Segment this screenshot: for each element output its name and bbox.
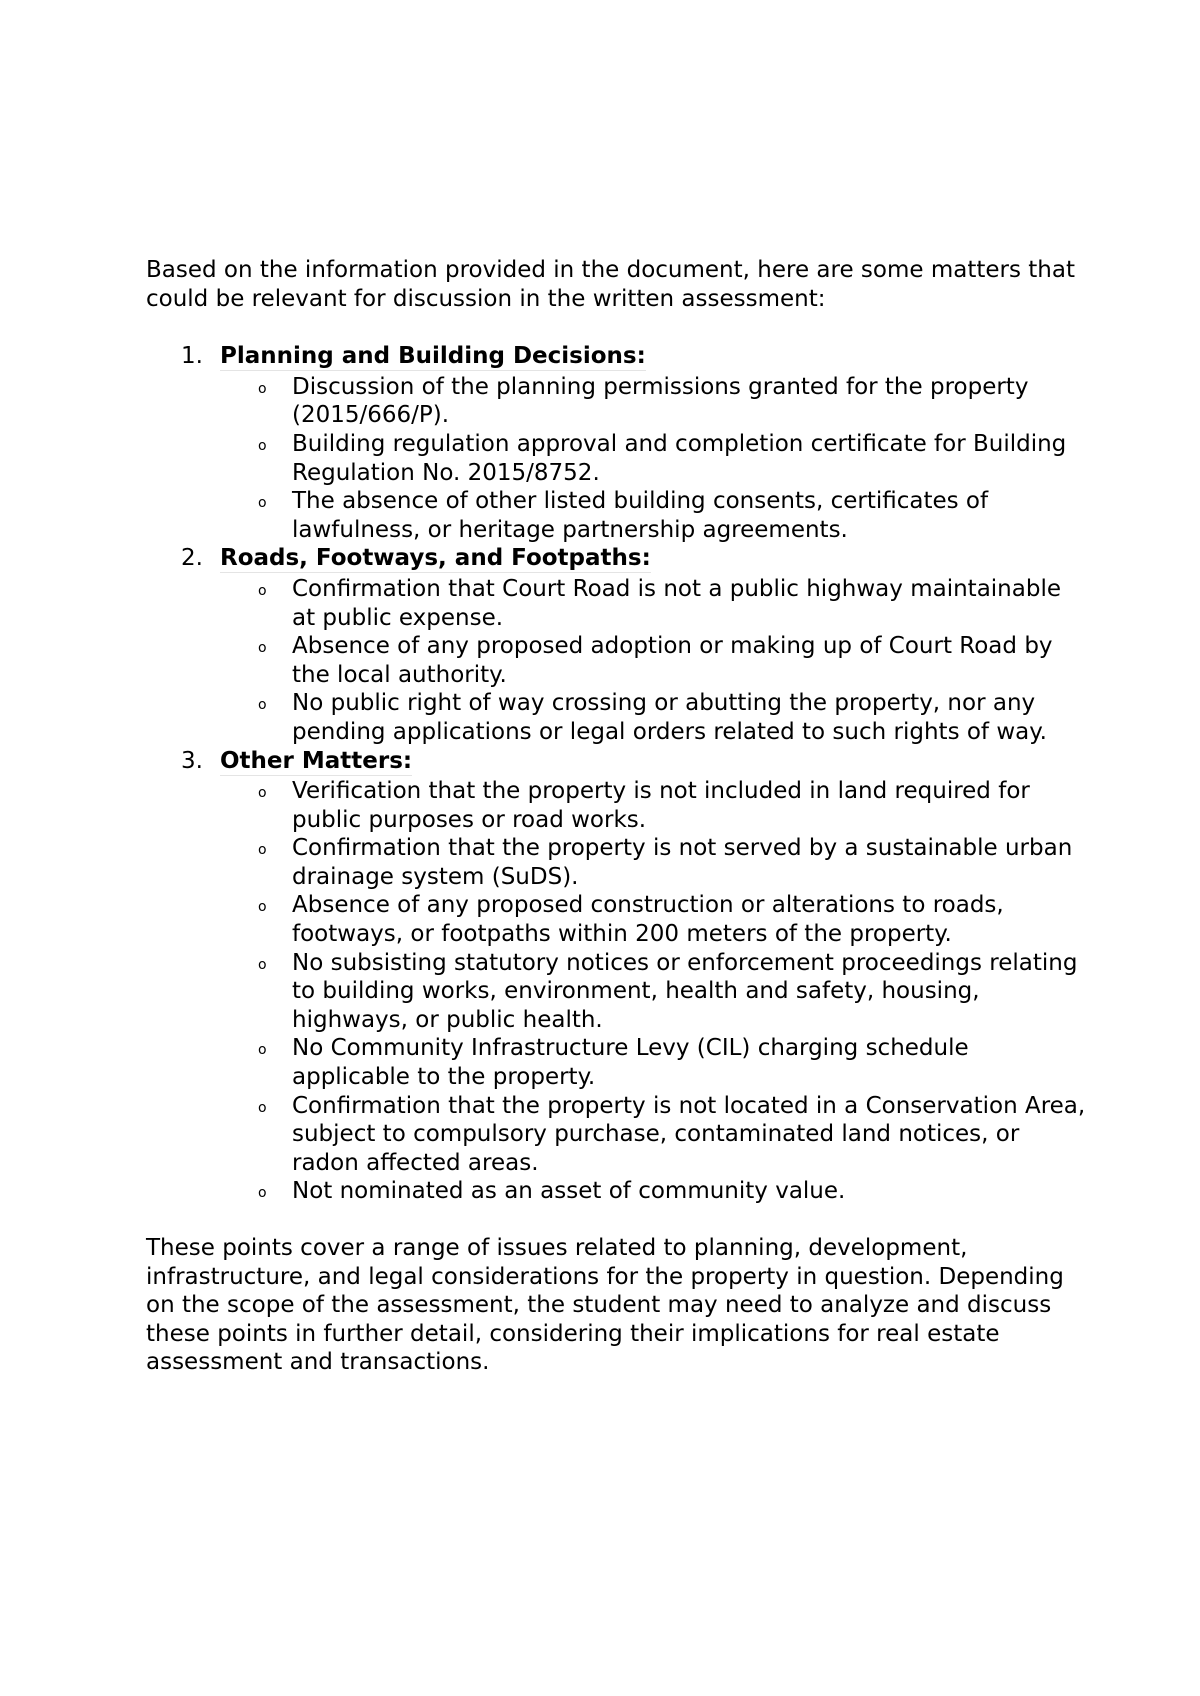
list-item <box>220 689 1086 746</box>
bullet-icon: o <box>258 1099 267 1116</box>
list-item <box>220 632 1086 689</box>
list-item-text: Not nominated as an asset of community value. <box>292 1178 846 1205</box>
list-item-text: Verification that the property is not included in land required for public purposes or road works. <box>292 778 1030 833</box>
section-planning-building <box>146 342 1086 544</box>
list-item-text: Confirmation that Court Road is not a public highway maintainable at public expense. <box>292 575 1061 631</box>
conclusion-paragraph: These points cover a range of issues related to planning, development, infrastructure, and legal considerations for the property in question. Depending on the scope of the assessment, the student may need to analyze and discuss these points in further detail, considering their implications for real estate assessment and transactions. <box>146 1235 1064 1376</box>
bullet-icon: o <box>258 1185 267 1202</box>
bullet-icon: o <box>258 697 267 714</box>
list-item-text: Absence of any proposed construction or alterations to roads, footways, or footpaths within 200 meters of the property. <box>292 892 1004 948</box>
list-item-text: No subsisting statutory notices or enforcement proceedings relating to building works, environment, health and safety, housing, highways, or public health. <box>292 949 1078 1033</box>
bullet-list <box>220 373 1086 545</box>
list-item <box>220 777 1086 834</box>
list-item <box>220 891 1086 948</box>
bullet-icon: o <box>258 785 267 802</box>
list-item <box>220 430 1086 487</box>
bullet-icon: o <box>258 640 267 657</box>
bullet-icon: o <box>258 495 267 512</box>
section-number: 2. <box>181 545 203 572</box>
list-item <box>220 949 1086 1035</box>
section-other-matters <box>146 747 1086 1207</box>
bullet-icon: o <box>258 1042 267 1059</box>
intro-paragraph: Based on the information provided in the document, here are some matters that could be relevant for discussion in the written assessment: <box>146 257 1075 312</box>
list-item-text: Confirmation that the property is not located in a Conservation Area, subject to compulsory purchase, contaminated land notices, or radon affected areas. <box>292 1092 1086 1176</box>
document-page <box>146 256 1086 1377</box>
bullet-icon: o <box>258 437 267 454</box>
bullet-list <box>220 575 1086 747</box>
list-item <box>220 373 1086 430</box>
bullet-icon: o <box>258 582 267 599</box>
section-number: 3. <box>181 747 203 774</box>
section-heading: Planning and Building Decisions: <box>220 343 646 370</box>
list-item-text: Absence of any proposed adoption or making up of Court Road by the local authority. <box>292 633 1053 688</box>
list-item-text: Confirmation that the property is not served by a sustainable urban drainage system (SuDS). <box>292 835 1073 890</box>
section-roads-footways <box>146 544 1086 746</box>
list-item-text: Discussion of the planning permissions granted for the property (2015/666/P). <box>292 373 1029 429</box>
list-item <box>220 1177 1086 1206</box>
list-item-text: Building regulation approval and completion certificate for Building Regulation No. 2015/8752. <box>292 430 1067 486</box>
bullet-icon: o <box>258 380 267 397</box>
section-heading: Roads, Footways, and Footpaths: <box>220 545 651 572</box>
matters-list <box>146 342 1086 1206</box>
list-item <box>220 1034 1086 1091</box>
bullet-list <box>220 777 1086 1206</box>
list-item-text: No Community Infrastructure Levy (CIL) charging schedule applicable to the property. <box>292 1035 969 1091</box>
list-item <box>220 575 1086 632</box>
bullet-icon: o <box>258 842 267 859</box>
bullet-icon: o <box>258 899 267 916</box>
list-item <box>220 834 1086 891</box>
section-number: 1. <box>181 343 203 370</box>
section-heading: Other Matters: <box>220 747 413 774</box>
list-item-text: No public right of way crossing or abutting the property, nor any pending applications or legal orders related to such rights of way. <box>292 690 1047 745</box>
list-item <box>220 487 1086 544</box>
bullet-icon: o <box>258 956 267 973</box>
list-item <box>220 1092 1086 1178</box>
list-item-text: The absence of other listed building consents, certificates of lawfulness, or heritage partnership agreements. <box>292 488 989 543</box>
